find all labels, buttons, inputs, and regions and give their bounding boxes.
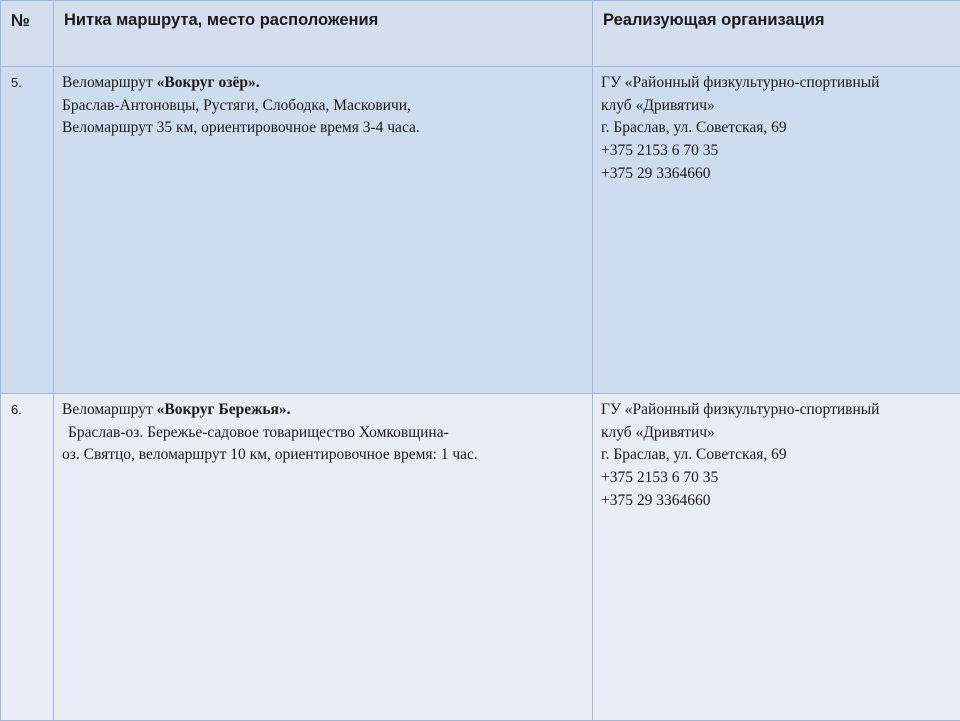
org-phone-2: +375 29 3364660 [601,490,954,513]
org-name-line1: ГУ «Районный физкультурно-спортивный [601,399,954,422]
org-phone-1: +375 2153 6 70 35 [601,467,954,490]
route-prefix: Веломаршрут [62,74,157,91]
org-address: г. Браслав, ул. Советская, 69 [601,444,954,467]
route-cell [54,394,593,721]
header-route: Нитка маршрута, место расположения [54,1,593,67]
org-name-line1: ГУ «Районный физкультурно-спортивный [601,72,954,95]
table-row [1,394,960,721]
route-name: «Вокруг озёр». [157,74,260,91]
organization-cell [593,394,960,721]
route-title-line [62,399,586,422]
org-address: г. Браслав, ул. Советская, 69 [601,117,954,140]
org-name-line2: клуб «Дривятич» [601,422,954,445]
route-details-line: оз. Святцо, веломаршрут 10 км, ориентировочное время: 1 час. [62,444,586,467]
organization-cell [593,67,960,394]
header-organization: Реализующая организация [593,1,960,67]
header-number: № [1,1,54,67]
row-number: 5. [1,67,54,394]
route-prefix: Веломаршрут [62,401,157,418]
org-name-line2: клуб «Дривятич» [601,95,954,118]
table-row [1,67,960,394]
route-cell [54,67,593,394]
route-description-line: Браслав-Антоновцы, Рустяги, Слободка, Масковичи, [62,95,586,118]
route-title-line [62,72,586,95]
org-phone-2: +375 29 3364660 [601,163,954,186]
row-number: 6. [1,394,54,721]
route-details-line: Веломаршрут 35 км, ориентировочное время 3-4 часа. [62,117,586,140]
route-description-line: Браслав-оз. Бережье-садовое товарищество Хомковщина- [62,422,586,445]
route-name: «Вокруг Бережья». [157,401,291,418]
org-phone-1: +375 2153 6 70 35 [601,140,954,163]
table-header-row [1,1,960,67]
